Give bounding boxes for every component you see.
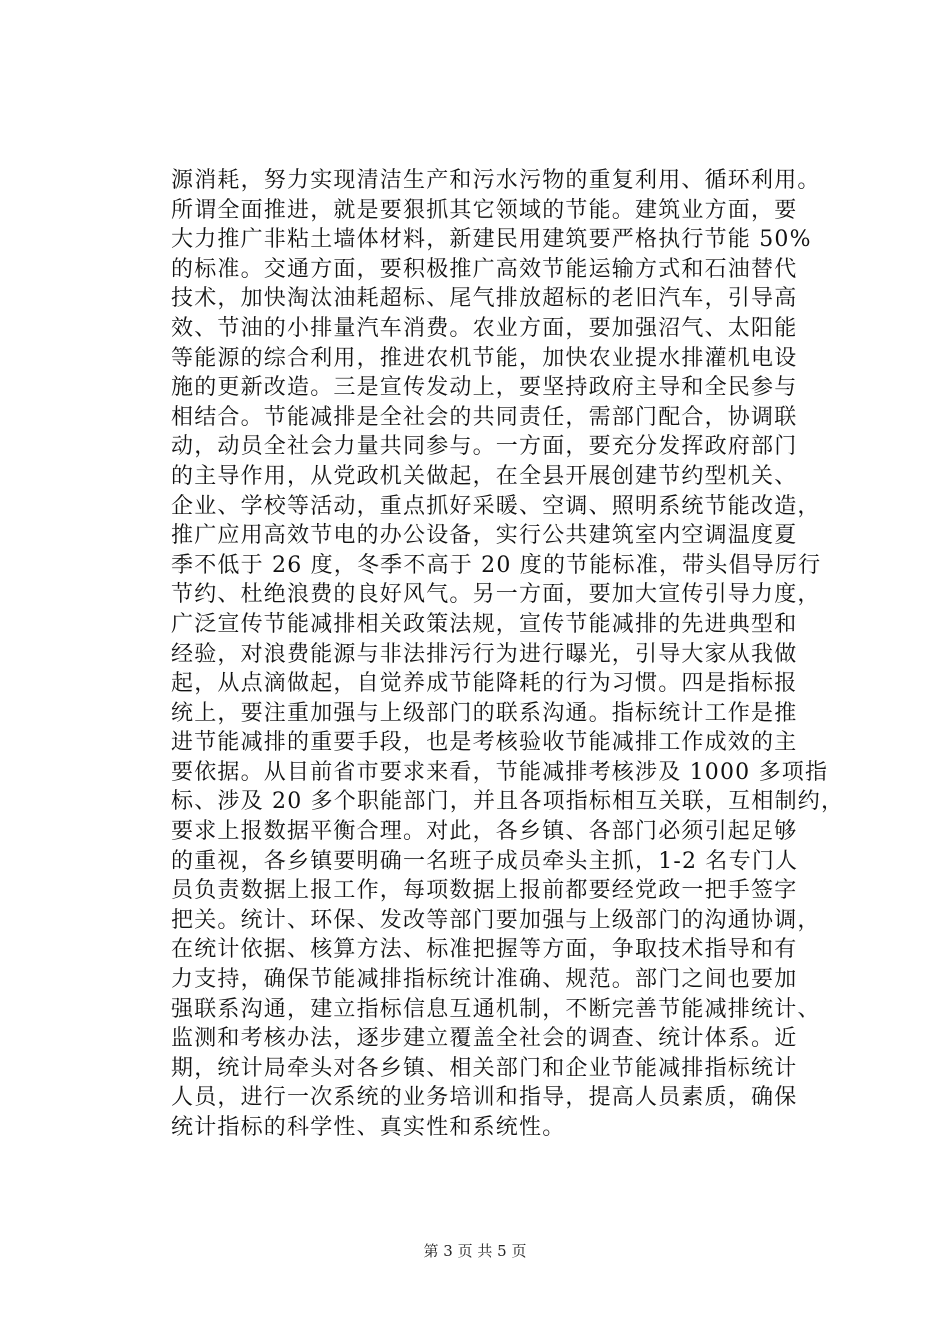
- page-footer: 第 3 页 共 5 页: [423, 1242, 527, 1260]
- text-line: 经验，对浪费能源与非法排污行为进行曝光，引导大家从我做: [171, 641, 798, 667]
- text-line: 的标准。交通方面，要积极推广高效节能运输方式和石油替代: [171, 256, 798, 282]
- text-line: 在统计依据、核算方法、标准把握等方面，争取技术指导和有: [171, 937, 798, 963]
- text-line: 强联系沟通，建立指标信息互通机制，不断完善节能减排统计、: [171, 996, 821, 1022]
- text-line: 动，动员全社会力量共同参与。一方面，要充分发挥政府部门: [171, 434, 798, 460]
- text-line: 季不低于 26 度，冬季不高于 20 度的节能标准，带头倡导厉行: [171, 552, 822, 578]
- text-line: 相结合。节能减排是全社会的共同责任，需部门配合，协调联: [171, 404, 798, 430]
- text-line: 进节能减排的重要手段，也是考核验收节能减排工作成效的主: [171, 730, 798, 756]
- text-line: 的主导作用，从党政机关做起，在全县开展创建节约型机关、: [171, 463, 798, 489]
- text-line: 要依据。从目前省市要求来看，节能减排考核涉及 1000 多项指: [171, 759, 829, 785]
- text-line: 广泛宣传节能减排相关政策法规，宣传节能减排的先进典型和: [171, 611, 798, 637]
- text-line: 统计指标的科学性、真实性和系统性。: [171, 1115, 566, 1140]
- text-line: 统上，要注重加强与上级部门的联系沟通。指标统计工作是推: [171, 700, 798, 726]
- text-line: 源消耗，努力实现清洁生产和污水污物的重复利用、循环利用。: [171, 168, 821, 193]
- text-line: 企业、学校等活动，重点抓好采暖、空调、照明系统节能改造，: [171, 493, 821, 519]
- body-text: [171, 166, 861, 1143]
- text-line: 效、节油的小排量汽车消费。农业方面，要加强沼气、太阳能: [171, 315, 798, 341]
- text-line: 力支持，确保节能减排指标统计准确、规范。部门之间也要加: [171, 967, 798, 993]
- text-line: 员负责数据上报工作，每项数据上报前都要经党政一把手签字: [171, 878, 798, 904]
- text-line: 技术，加快淘汰油耗超标、尾气排放超标的老旧汽车，引导高: [171, 286, 798, 312]
- text-line: 要求上报数据平衡合理。对此，各乡镇、各部门必须引起足够: [171, 819, 798, 845]
- text-line: 标、涉及 20 多个职能部门，并且各项指标相互关联，互相制约，: [171, 789, 845, 815]
- text-line: 等能源的综合利用，推进农机节能，加快农业提水排灌机电设: [171, 345, 798, 371]
- text-line: 把关。统计、环保、发改等部门要加强与上级部门的沟通协调，: [171, 907, 821, 933]
- text-line: 人员，进行一次系统的业务培训和指导，提高人员素质，确保: [171, 1085, 798, 1111]
- text-line: 大力推广非粘土墙体材料，新建民用建筑要严格执行节能 50%: [171, 227, 812, 253]
- text-line: 所谓全面推进，就是要狠抓其它领域的节能。建筑业方面，要: [171, 197, 798, 223]
- text-line: 推广应用高效节电的办公设备，实行公共建筑室内空调温度夏: [171, 523, 798, 549]
- text-line: 节约、杜绝浪费的良好风气。另一方面，要加大宣传引导力度，: [171, 582, 821, 608]
- text-line: 监测和考核办法，逐步建立覆盖全社会的调查、统计体系。近: [171, 1026, 798, 1052]
- text-line: 起，从点滴做起，自觉养成节能降耗的行为习惯。四是指标报: [171, 671, 798, 697]
- text-line: 施的更新改造。三是宣传发动上，要坚持政府主导和全民参与: [171, 375, 798, 401]
- text-line: 的重视，各乡镇要明确一名班子成员牵头主抓，1-2 名专门人: [171, 848, 799, 874]
- text-line: 期，统计局牵头对各乡镇、相关部门和企业节能减排指标统计: [171, 1055, 798, 1081]
